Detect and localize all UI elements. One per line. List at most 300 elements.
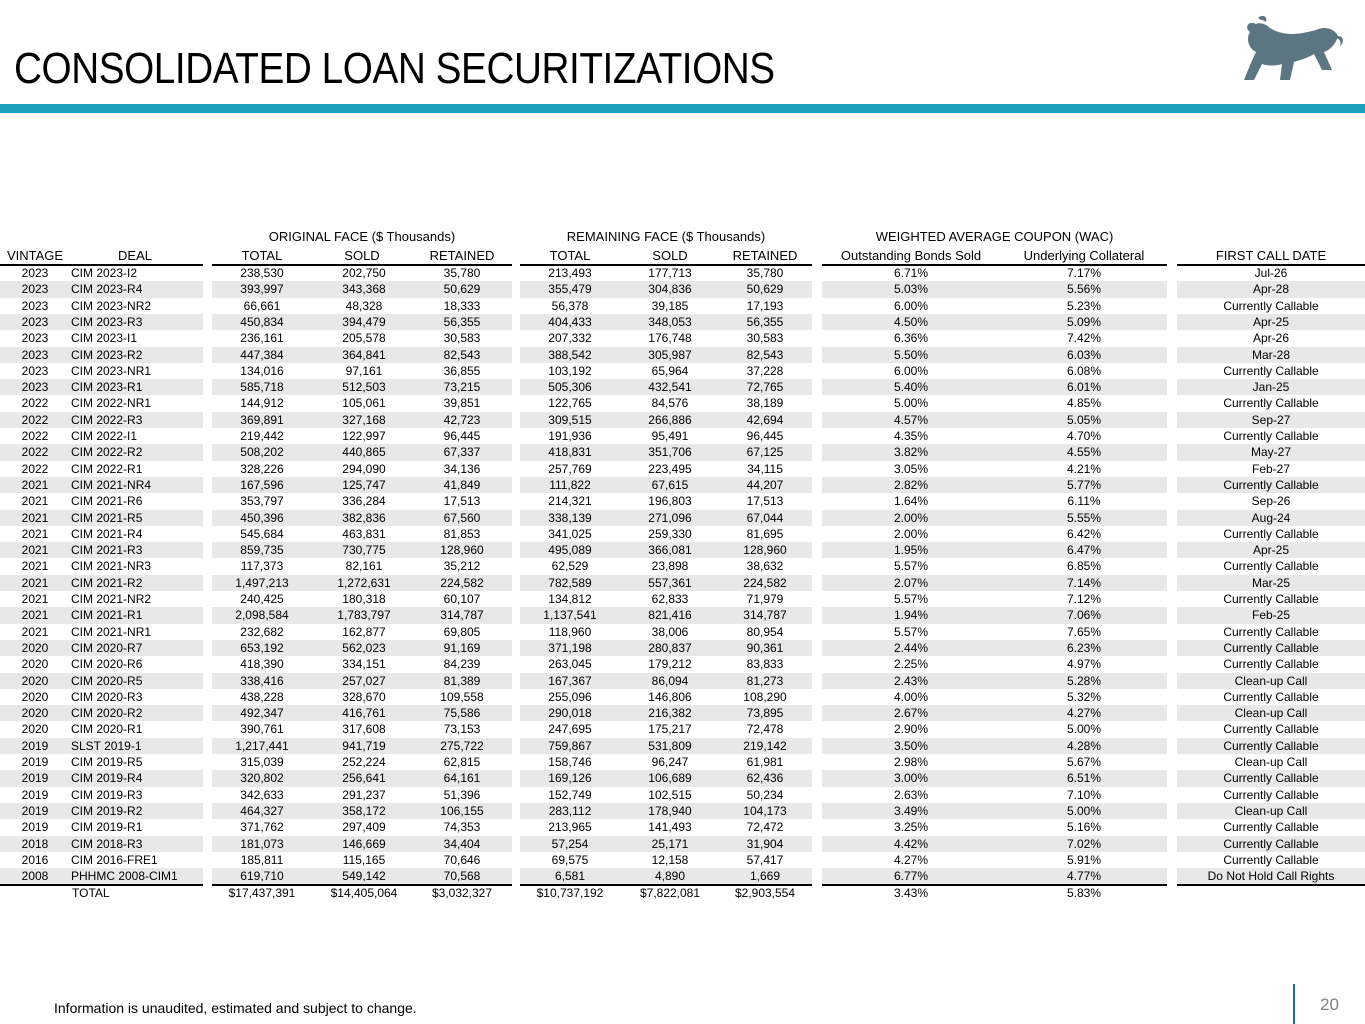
- cell-orig-total: 438,228: [240, 689, 284, 704]
- cell-first-call: Feb-27: [1251, 461, 1291, 476]
- cell-rem-total: 158,746: [548, 755, 592, 769]
- cell-rem-sold: 25,171: [651, 836, 689, 851]
- cell-rem-sold: 39,185: [651, 298, 689, 313]
- cell-deal: CIM 2020-R6: [71, 657, 143, 672]
- cell-wac-bonds: 4.57%: [893, 412, 929, 427]
- table-row: [0, 591, 1365, 607]
- cell-rem-retained: 82,543: [746, 347, 784, 362]
- cell-rem-total: 6,581: [554, 869, 586, 884]
- table-row: [0, 477, 1365, 493]
- table-row: [0, 265, 1365, 281]
- cell-rem-retained: 72,472: [746, 820, 784, 835]
- cell-orig-sold: 343,368: [342, 282, 386, 297]
- table-row: [0, 770, 1365, 786]
- group-header-original-face: ORIGINAL FACE ($ Thousands): [268, 229, 456, 244]
- cell-rem-total: 207,332: [548, 331, 592, 346]
- cell-wac-collateral: 5.28%: [1066, 673, 1102, 688]
- cell-rem-sold: 175,217: [648, 722, 692, 737]
- cell-first-call: Apr-25: [1252, 543, 1290, 558]
- cell-wac-bonds: 6.00%: [893, 298, 929, 313]
- cell-deal: CIM 2019-R4: [71, 771, 143, 786]
- cell-deal: SLST 2019-1: [71, 738, 142, 753]
- cell-first-call: Jan-25: [1252, 380, 1290, 395]
- cell-deal: CIM 2022-NR1: [71, 396, 152, 411]
- cell-first-call: Currently Callable: [1223, 559, 1319, 574]
- cell-wac-collateral: 7.65%: [1066, 624, 1102, 639]
- cell-orig-total: 450,834: [240, 314, 284, 329]
- cell-orig-total: 181,073: [240, 836, 284, 851]
- cell-rem-retained: 37,228: [746, 363, 784, 378]
- table-row: [0, 493, 1365, 509]
- total-label: TOTAL: [72, 886, 110, 900]
- table-row: [0, 542, 1365, 558]
- cell-orig-total: 315,039: [240, 755, 284, 769]
- table-row: [0, 558, 1365, 574]
- cell-wac-bonds: 1.64%: [893, 494, 929, 509]
- cell-wac-bonds: 3.00%: [893, 771, 929, 786]
- cell-first-call: Currently Callable: [1223, 624, 1319, 639]
- cell-rem-total: 495,089: [548, 543, 592, 558]
- cell-vintage: 2020: [21, 640, 49, 655]
- cell-rem-total: 257,769: [548, 461, 592, 476]
- cell-rem-retained: 50,629: [746, 282, 784, 297]
- cell-rem-retained: 57,417: [746, 852, 784, 867]
- cell-orig-sold: 941,719: [342, 738, 386, 753]
- cell-orig-retained: 34,404: [443, 836, 481, 851]
- cell-orig-total: 167,596: [240, 477, 284, 492]
- cell-wac-bonds: 2.90%: [893, 722, 929, 737]
- cell-deal: CIM 2020-R3: [71, 689, 143, 704]
- cell-rem-total: 505,306: [548, 380, 592, 395]
- cell-orig-total: 238,530: [240, 266, 284, 280]
- cell-wac-collateral: 5.77%: [1066, 477, 1102, 492]
- cell-orig-total: 393,997: [240, 282, 284, 297]
- cell-wac-bonds: 4.27%: [893, 852, 929, 867]
- cell-wac-bonds: 3.25%: [893, 820, 929, 835]
- cell-wac-collateral: 7.06%: [1066, 608, 1102, 623]
- cell-first-call: Clean-up Call: [1234, 673, 1308, 688]
- cell-orig-retained: 64,161: [443, 771, 481, 786]
- cell-rem-retained: 71,979: [746, 592, 784, 606]
- cell-first-call: Currently Callable: [1223, 363, 1319, 378]
- cell-rem-sold: 178,940: [648, 803, 692, 818]
- cell-orig-retained: 81,853: [443, 526, 481, 541]
- cell-vintage: 2020: [21, 706, 49, 721]
- table-row: [0, 412, 1365, 428]
- cell-deal: CIM 2020-R5: [71, 673, 143, 688]
- cell-wac-bonds: 4.42%: [893, 836, 929, 851]
- cell-vintage: 2019: [21, 820, 49, 835]
- cell-orig-total: 144,912: [240, 396, 284, 411]
- cell-orig-retained: 41,849: [443, 477, 481, 492]
- cell-first-call: Currently Callable: [1223, 640, 1319, 655]
- cell-rem-total: 263,045: [548, 657, 592, 672]
- cell-orig-sold: 162,877: [342, 624, 386, 639]
- cell-vintage: 2022: [21, 412, 49, 427]
- cell-orig-total: 859,735: [240, 543, 284, 558]
- cell-first-call: Clean-up Call: [1234, 755, 1308, 769]
- cell-wac-bonds: 4.35%: [893, 429, 929, 443]
- cell-rem-retained: 35,780: [746, 266, 784, 280]
- cell-vintage: 2019: [21, 787, 49, 802]
- cell-wac-bonds: 5.40%: [893, 380, 929, 395]
- cell-vintage: 2021: [21, 559, 49, 574]
- cell-wac-bonds: 3.05%: [893, 461, 929, 476]
- cell-orig-sold: 48,328: [345, 298, 383, 313]
- cell-first-call: Clean-up Call: [1234, 803, 1308, 818]
- table-row: [0, 803, 1365, 819]
- table-row: [0, 624, 1365, 640]
- cell-rem-total: 56,378: [551, 298, 589, 313]
- cell-deal: CIM 2023-I2: [71, 266, 138, 280]
- disclaimer-text: Information is unaudited, estimated and subject to change.: [54, 1000, 417, 1016]
- cell-rem-total: 1,137,541: [543, 608, 597, 623]
- cell-rem-retained: 38,189: [746, 396, 784, 411]
- page-number: 20: [1320, 995, 1339, 1014]
- cell-orig-sold: 257,027: [342, 673, 386, 688]
- cell-rem-retained: 1,669: [749, 869, 781, 884]
- page-number-divider: [1293, 984, 1295, 1024]
- cell-rem-retained: 81,695: [746, 526, 784, 541]
- cell-vintage: 2008: [21, 869, 49, 884]
- cell-rem-total: 355,479: [548, 282, 592, 297]
- total-rem-retained: $2,903,554: [734, 886, 796, 900]
- table-row: [0, 607, 1365, 623]
- cell-first-call: Currently Callable: [1223, 396, 1319, 411]
- cell-orig-sold: 334,151: [342, 657, 386, 672]
- cell-orig-total: 1,497,213: [235, 575, 289, 590]
- cell-orig-total: 320,802: [240, 771, 284, 786]
- cell-vintage: 2023: [21, 314, 49, 329]
- cell-wac-collateral: 5.05%: [1066, 412, 1102, 427]
- cell-vintage: 2019: [21, 803, 49, 818]
- cell-rem-sold: 106,689: [648, 771, 692, 786]
- cell-wac-collateral: 4.28%: [1066, 738, 1102, 753]
- cell-rem-sold: 23,898: [651, 559, 689, 574]
- cell-rem-retained: 30,583: [746, 331, 784, 346]
- total-wac-bonds: 3.43%: [893, 886, 929, 900]
- cell-rem-total: 782,589: [548, 575, 592, 590]
- cell-wac-collateral: 4.55%: [1066, 445, 1102, 460]
- cell-orig-total: 585,718: [240, 380, 284, 395]
- cell-wac-bonds: 5.57%: [893, 559, 929, 574]
- cell-orig-total: 338,416: [240, 673, 284, 688]
- cell-deal: CIM 2022-R3: [71, 412, 143, 427]
- col-header-orig-sold: SOLD: [344, 248, 380, 263]
- cell-wac-bonds: 1.95%: [893, 543, 929, 558]
- cell-deal: CIM 2021-NR1: [71, 624, 152, 639]
- cell-rem-retained: 73,895: [746, 706, 784, 721]
- cell-wac-bonds: 5.03%: [893, 282, 929, 297]
- cell-rem-retained: 17,193: [746, 298, 784, 313]
- cell-vintage: 2021: [21, 477, 49, 492]
- cell-orig-sold: 297,409: [342, 820, 386, 835]
- cell-vintage: 2018: [21, 836, 49, 851]
- cell-vintage: 2016: [21, 852, 49, 867]
- cell-orig-total: 545,684: [240, 526, 284, 541]
- cell-first-call: Mar-25: [1251, 575, 1290, 590]
- cell-rem-retained: 219,142: [743, 738, 787, 753]
- cell-rem-total: 213,493: [548, 266, 592, 280]
- cell-vintage: 2021: [21, 526, 49, 541]
- cell-orig-sold: 327,168: [342, 412, 386, 427]
- cell-first-call: Currently Callable: [1223, 722, 1319, 737]
- cell-orig-sold: 82,161: [345, 559, 383, 574]
- cell-orig-sold: 394,479: [342, 314, 386, 329]
- cell-first-call: Currently Callable: [1223, 771, 1319, 786]
- cell-orig-retained: 35,780: [443, 266, 481, 280]
- cell-vintage: 2020: [21, 722, 49, 737]
- cell-orig-sold: 512,503: [342, 380, 386, 395]
- cell-rem-total: 152,749: [548, 787, 592, 802]
- cell-wac-collateral: 7.02%: [1066, 836, 1102, 851]
- cell-rem-retained: 44,207: [746, 477, 784, 492]
- cell-wac-bonds: 5.57%: [893, 592, 929, 606]
- cell-first-call: Currently Callable: [1223, 689, 1319, 704]
- cell-rem-sold: 305,987: [648, 347, 692, 362]
- cell-vintage: 2021: [21, 608, 49, 623]
- cell-orig-retained: 69,805: [443, 624, 481, 639]
- cell-rem-retained: 38,632: [746, 559, 784, 574]
- cell-deal: CIM 2022-I1: [71, 429, 138, 443]
- cell-rem-sold: 96,247: [651, 755, 689, 769]
- total-wac-collateral: 5.83%: [1066, 886, 1102, 900]
- cell-deal: PHHMC 2008-CIM1: [71, 869, 178, 884]
- cell-orig-total: 492,347: [240, 706, 284, 721]
- cell-first-call: Sep-26: [1251, 494, 1291, 509]
- cell-rem-sold: 557,361: [648, 575, 692, 590]
- total-row: [0, 885, 1365, 901]
- cell-rem-total: 103,192: [548, 363, 592, 378]
- cell-deal: CIM 2021-R4: [71, 526, 143, 541]
- cell-first-call: Currently Callable: [1223, 852, 1319, 867]
- cell-rem-sold: 95,491: [651, 429, 689, 443]
- cell-orig-total: 66,661: [243, 298, 281, 313]
- cell-orig-total: 369,891: [240, 412, 284, 427]
- cell-orig-total: 2,098,584: [235, 608, 289, 623]
- cell-orig-retained: 35,212: [443, 559, 481, 574]
- cell-rem-total: 247,695: [548, 722, 592, 737]
- cell-orig-retained: 74,353: [443, 820, 481, 835]
- cell-wac-collateral: 7.10%: [1066, 787, 1102, 802]
- cell-orig-total: 447,384: [240, 347, 284, 362]
- cell-orig-total: 342,633: [240, 787, 284, 802]
- cell-wac-collateral: 5.32%: [1066, 689, 1102, 704]
- cell-rem-retained: 61,981: [746, 755, 784, 769]
- cell-wac-bonds: 2.25%: [893, 657, 929, 672]
- cell-rem-sold: 531,809: [648, 738, 692, 753]
- cell-wac-bonds: 6.00%: [893, 363, 929, 378]
- cell-wac-bonds: 2.63%: [893, 787, 929, 802]
- cell-wac-bonds: 2.00%: [893, 510, 929, 525]
- col-header-wac-bonds: Outstanding Bonds Sold: [840, 248, 982, 263]
- cell-first-call: Currently Callable: [1223, 592, 1319, 606]
- cell-deal: CIM 2019-R1: [71, 820, 143, 835]
- cell-orig-sold: 105,061: [342, 396, 386, 411]
- cell-vintage: 2021: [21, 592, 49, 606]
- cell-wac-collateral: 4.27%: [1066, 706, 1102, 721]
- cell-rem-sold: 4,890: [654, 869, 686, 884]
- cell-orig-retained: 91,169: [443, 640, 481, 655]
- cell-rem-sold: 84,576: [651, 396, 689, 411]
- cell-wac-collateral: 5.09%: [1066, 314, 1102, 329]
- lion-logo-icon: [1238, 14, 1348, 94]
- cell-rem-retained: 42,694: [746, 412, 784, 427]
- cell-deal: CIM 2021-R2: [71, 575, 143, 590]
- cell-deal: CIM 2022-R1: [71, 461, 143, 476]
- cell-rem-sold: 62,833: [651, 592, 689, 606]
- cell-deal: CIM 2021-NR3: [71, 559, 152, 574]
- cell-orig-sold: 364,841: [342, 347, 386, 362]
- cell-wac-bonds: 4.50%: [893, 314, 929, 329]
- cell-wac-bonds: 3.50%: [893, 738, 929, 753]
- cell-rem-sold: 216,382: [648, 706, 692, 721]
- cell-wac-collateral: 5.00%: [1066, 722, 1102, 737]
- cell-vintage: 2020: [21, 657, 49, 672]
- cell-orig-total: 232,682: [240, 624, 284, 639]
- cell-first-call: Currently Callable: [1223, 836, 1319, 851]
- table-row: [0, 868, 1365, 884]
- cell-deal: CIM 2023-R1: [71, 380, 143, 395]
- cell-rem-retained: 314,787: [743, 608, 787, 623]
- cell-deal: CIM 2023-I1: [71, 331, 138, 346]
- cell-vintage: 2022: [21, 429, 49, 443]
- group-header-remaining-face: REMAINING FACE ($ Thousands): [566, 229, 766, 244]
- cell-orig-retained: 39,851: [443, 396, 481, 411]
- cell-wac-bonds: 6.77%: [893, 869, 929, 884]
- cell-orig-retained: 30,583: [443, 331, 481, 346]
- cell-rem-sold: 146,806: [648, 689, 692, 704]
- table-row: [0, 461, 1365, 477]
- cell-orig-total: 450,396: [240, 510, 284, 525]
- group-header-wac: WEIGHTED AVERAGE COUPON (WAC): [875, 229, 1114, 244]
- cell-orig-total: 134,016: [240, 363, 284, 378]
- table-row: [0, 754, 1365, 770]
- cell-first-call: Apr-26: [1252, 331, 1290, 346]
- cell-deal: CIM 2020-R7: [71, 640, 143, 655]
- cell-orig-retained: 75,586: [443, 706, 481, 721]
- cell-orig-retained: 51,396: [443, 787, 481, 802]
- cell-first-call: Currently Callable: [1223, 820, 1319, 835]
- cell-orig-total: 117,373: [240, 559, 284, 574]
- cell-first-call: Apr-28: [1252, 282, 1290, 297]
- cell-deal: CIM 2021-R6: [71, 494, 143, 509]
- table-row: [0, 738, 1365, 754]
- cell-orig-retained: 82,543: [443, 347, 481, 362]
- cell-first-call: May-27: [1250, 445, 1291, 460]
- cell-orig-sold: 125,747: [342, 477, 386, 492]
- table-row: [0, 298, 1365, 314]
- cell-wac-bonds: 1.94%: [893, 608, 929, 623]
- cell-orig-total: 418,390: [240, 657, 284, 672]
- cell-rem-total: 759,867: [548, 738, 592, 753]
- table-row: [0, 689, 1365, 705]
- cell-vintage: 2023: [21, 331, 49, 346]
- cell-wac-bonds: 2.44%: [893, 640, 929, 655]
- cell-rem-sold: 67,615: [651, 477, 689, 492]
- cell-wac-collateral: 5.00%: [1066, 803, 1102, 818]
- cell-rem-sold: 304,836: [648, 282, 692, 297]
- cell-rem-sold: 432,541: [648, 380, 692, 395]
- cell-rem-retained: 90,361: [746, 640, 784, 655]
- cell-wac-bonds: 2.07%: [893, 575, 929, 590]
- cell-orig-sold: 336,284: [342, 494, 386, 509]
- table-row: [0, 575, 1365, 591]
- cell-rem-total: 167,367: [548, 673, 592, 688]
- cell-orig-total: 390,761: [240, 722, 284, 737]
- cell-rem-total: 404,433: [548, 314, 592, 329]
- total-rem-sold: $7,822,081: [639, 886, 701, 900]
- cell-wac-bonds: 2.43%: [893, 673, 929, 688]
- cell-wac-collateral: 6.85%: [1066, 559, 1102, 574]
- cell-vintage: 2022: [21, 445, 49, 460]
- cell-orig-total: 353,797: [240, 494, 284, 509]
- cell-wac-collateral: 5.56%: [1066, 282, 1102, 297]
- cell-rem-sold: 280,837: [648, 640, 692, 655]
- cell-wac-collateral: 7.14%: [1066, 575, 1102, 590]
- cell-rem-total: 290,018: [548, 706, 592, 721]
- cell-orig-retained: 56,355: [443, 314, 481, 329]
- cell-rem-total: 169,126: [548, 771, 592, 786]
- cell-wac-collateral: 6.01%: [1066, 380, 1102, 395]
- cell-rem-sold: 102,515: [648, 787, 692, 802]
- cell-rem-total: 111,822: [549, 477, 591, 492]
- cell-vintage: 2023: [21, 363, 49, 378]
- cell-first-call: Sep-27: [1251, 412, 1291, 427]
- cell-deal: CIM 2019-R5: [71, 755, 143, 769]
- cell-orig-retained: 109,558: [440, 689, 484, 704]
- cell-rem-total: 118,960: [548, 624, 592, 639]
- cell-wac-collateral: 5.91%: [1066, 852, 1102, 867]
- table-row: [0, 314, 1365, 330]
- cell-wac-collateral: 7.12%: [1066, 592, 1102, 606]
- cell-wac-collateral: 6.03%: [1066, 347, 1102, 362]
- page-title: CONSOLIDATED LOAN SECURITIZATIONS: [14, 44, 775, 93]
- cell-wac-collateral: 6.42%: [1066, 526, 1102, 541]
- table-row: [0, 347, 1365, 363]
- cell-rem-total: 418,831: [548, 445, 592, 460]
- cell-rem-retained: 96,445: [746, 429, 784, 443]
- cell-wac-collateral: 5.67%: [1066, 755, 1102, 769]
- cell-rem-retained: 128,960: [743, 543, 787, 558]
- cell-wac-bonds: 6.71%: [893, 266, 929, 280]
- cell-deal: CIM 2019-R2: [71, 803, 143, 818]
- cell-rem-sold: 348,053: [648, 314, 692, 329]
- col-header-orig-total: TOTAL: [241, 248, 283, 263]
- cell-first-call: Currently Callable: [1223, 429, 1319, 443]
- cell-vintage: 2022: [21, 396, 49, 411]
- cell-rem-sold: 86,094: [651, 673, 689, 688]
- cell-orig-retained: 67,337: [443, 445, 481, 460]
- cell-vintage: 2022: [21, 461, 49, 476]
- col-header-deal: DEAL: [118, 248, 152, 263]
- cell-vintage: 2023: [21, 298, 49, 313]
- cell-wac-collateral: 5.55%: [1066, 510, 1102, 525]
- cell-orig-total: 1,217,441: [235, 738, 289, 753]
- cell-wac-bonds: 2.00%: [893, 526, 929, 541]
- table-row: [0, 819, 1365, 835]
- total-orig-sold: $14,405,064: [330, 886, 398, 900]
- cell-orig-sold: 97,161: [345, 363, 383, 378]
- cell-wac-bonds: 2.82%: [893, 477, 929, 492]
- cell-deal: CIM 2021-NR4: [71, 477, 152, 492]
- cell-vintage: 2023: [21, 266, 49, 280]
- cell-orig-retained: 275,722: [440, 738, 484, 753]
- cell-orig-sold: 146,669: [342, 836, 386, 851]
- cell-vintage: 2021: [21, 624, 49, 639]
- cell-rem-retained: 224,582: [743, 575, 787, 590]
- cell-orig-retained: 128,960: [440, 543, 484, 558]
